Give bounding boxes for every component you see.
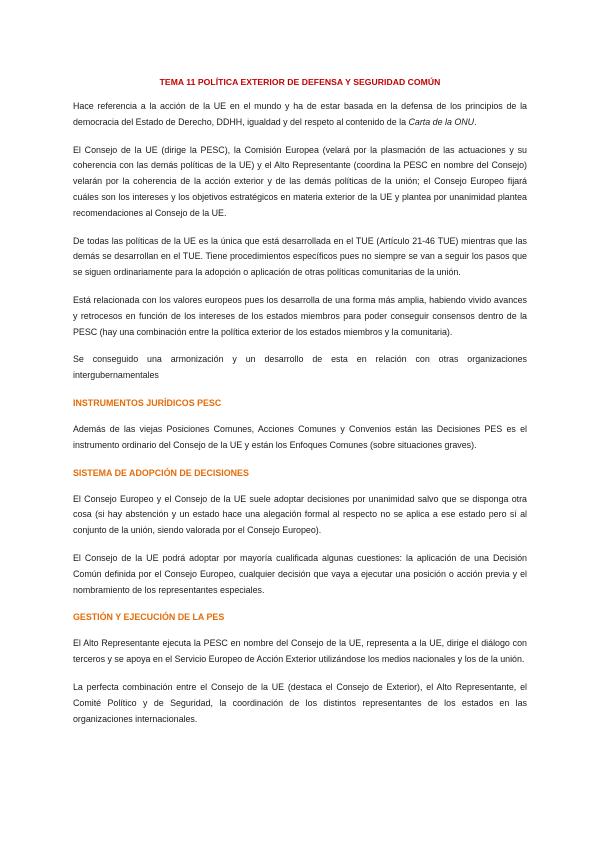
section-heading-gestion: GESTIÓN Y EJECUCIÓN DE LA PES [73,612,225,623]
paragraph-4: Está relacionada con los valores europeos pues los desarrolla de una forma más amplia, habiendo vivido avances y retrocesos en función de los intereses de los estados miembros para poder conseguir consensos dentro de la PESC (hay una combinación entre la política exterior de los estados miembros y la comunitaria). [73,294,527,337]
paragraph-7: El Consejo Europeo y el Consejo de la UE suele adoptar decisiones por unanimidad salvo que se disponga otra cosa (si hay abstención y un estado hace una alegación formal al respecto no se aplica a ese estado pero sí al conjunto de la unión, siendo valorada por el Consejo Europeo). [73,493,527,536]
paragraph-3: De todas las políticas de la UE es la única que está desarrollada en el TUE (Artículo 21-46 TUE) mientras que las demás se desarrollan en el TUE. Tiene procedimientos específicos pues no siempre se van a seguir los pasos que se siguen ordinariamente para la adopción o aplicación de otras políticas comunitarias de la unión. [73,235,527,278]
intro-end: . [474,116,477,127]
paragraph-6: Además de las viejas Posiciones Comunes, Acciones Comunes y Convenios están las Decisiones PES es el instrumento ordinario del Consejo de la UE y están los Enfoques Comunes (sobre situaciones graves). [73,423,527,450]
paragraph-2: El Consejo de la UE (dirige la PESC), la Comisión Europea (velará por la plasmación de las actuaciones y su coherencia con las demás políticas de la UE) y el Alto Representante (coordina la PESC en nombre del Consejo) velarán por la coherencia de la acción exterior y de las demás políticas de la unión; el Consejo Europeo fijará cuáles son los intereses y los objetivos estratégicos en materia exterior de la UE y plantea por unanimidad plantea recomendaciones al Consejo de la UE. [73,144,527,218]
intro-emphasis: Carta de la ONU [408,116,475,127]
section-heading-instrumentos: INSTRUMENTOS JURÍDICOS PESC [73,397,222,408]
paragraph-9: El Alto Representante ejecuta la PESC en nombre del Consejo de la UE, representa a la UE, dirige el diálogo con terceros y se apoya en el Servicio Europeo de Acción Exterior utilizándose los medios nacionales y los de la unión. [73,638,527,665]
paragraph-5: Se conseguido una armonización y un desarrollo de esta en relación con otras organizaciones intergubernamentales [73,354,527,381]
section-heading-sistema: SISTEMA DE ADOPCIÓN DE DECISIONES [73,467,249,478]
paragraph-8: El Consejo de la UE podrá adoptar por mayoría cualificada algunas cuestiones: la aplicación de una Decisión Común definida por el Consejo Europeo, cualquier decisión que vaya a ejecutar una posición o acción previa y el nombramiento de los representantes especiales. [73,552,527,595]
paragraph-10: La perfecta combinación entre el Consejo de la UE (destaca el Consejo de Exterior), el Alto Representante, el Comité Político y de Seguridad, la coordinación de los distintos representantes de los estados en las organizaciones internacionales. [73,681,527,724]
document-title: TEMA 11 POLÍTICA EXTERIOR DE DEFENSA Y SEGURIDAD COMÚN [159,77,441,87]
intro-text: Hace referencia a la acción de la UE en el mundo y ha de estar basada en la defensa de los principios de la democracia del Estado de Derecho, DDHH, igualdad y del respeto al contenido de la [73,101,527,127]
paragraph-intro [73,99,527,131]
